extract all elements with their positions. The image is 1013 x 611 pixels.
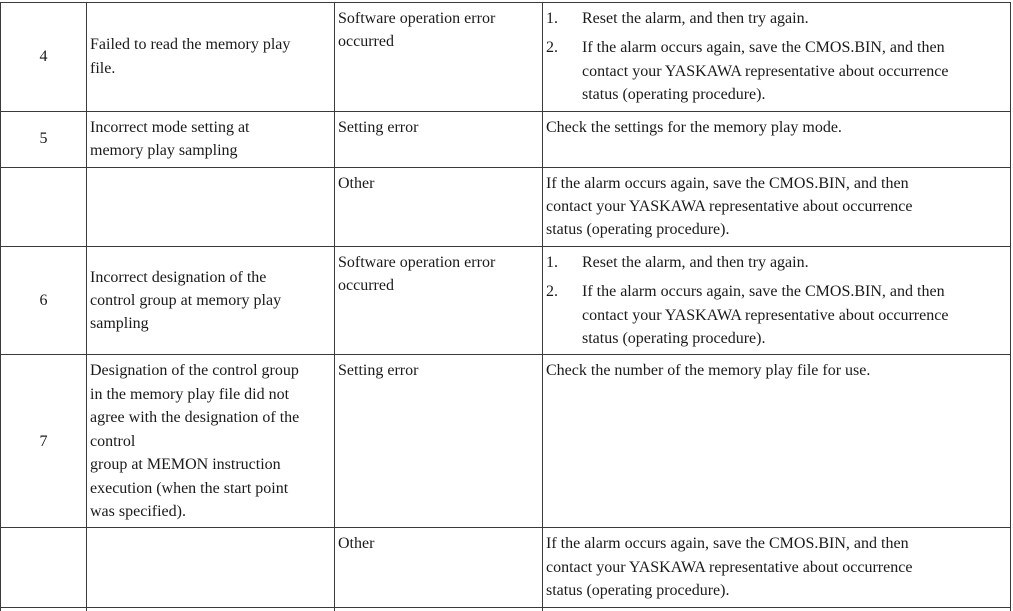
cause-line: Software operation error [338, 253, 496, 271]
step-number: 2. [546, 39, 558, 57]
remedy-line: contact your YASKAWA representative about occurrence [582, 62, 949, 80]
remedy-line: Check the settings for the memory play mode. [546, 118, 842, 136]
alarm-subcode [1, 167, 87, 246]
description-line: Failed to read the memory play [90, 36, 291, 54]
description-line: Designation of the control group [90, 362, 299, 380]
cause-line: Other [338, 535, 375, 553]
remedy-line: If the alarm occurs again, save the CMOS.BIN, and then [546, 174, 909, 192]
table-row [1, 246, 1011, 355]
description-line: sampling [90, 315, 149, 333]
description-line: group at MEMON instruction [90, 456, 281, 474]
table-row [1, 111, 1011, 167]
alarm-description [87, 528, 335, 607]
description-line: was specified). [90, 502, 186, 520]
alarm-description [87, 111, 335, 167]
cause-line: occurred [338, 277, 394, 295]
cause-line: Software operation error [338, 10, 496, 27]
step-number: 2. [546, 283, 558, 301]
remedy-line: status (operating procedure). [582, 86, 766, 104]
remedy-line: contact your YASKAWA representative about occurrence [546, 558, 913, 576]
remedy-line: If the alarm occurs again, save the CMOS.BIN, and then [582, 283, 945, 301]
description-line: in the memory play file did not [90, 385, 290, 403]
cause-line: occurred [338, 33, 394, 51]
remedy-step [546, 280, 1007, 350]
remedy-line: Check the number of the memory play file for use. [546, 362, 871, 380]
alarm-cause [335, 528, 543, 607]
remedy-line: If the alarm occurs again, save the CMOS.BIN, and then [546, 535, 909, 553]
cause-line: Other [338, 174, 375, 192]
step-number: 1. [546, 253, 558, 271]
alarm-remedy [543, 246, 1011, 355]
alarm-remedy-table [0, 2, 1011, 611]
table-cell [87, 607, 335, 611]
description-line: file. [90, 59, 116, 77]
remedy-step [546, 251, 1007, 274]
alarm-remedy [543, 528, 1011, 607]
alarm-cause [335, 246, 543, 355]
cause-line: Setting error [338, 118, 419, 136]
remedy-line: status (operating procedure). [546, 582, 730, 600]
table-row [1, 528, 1011, 607]
alarm-cause [335, 167, 543, 246]
alarm-cause [335, 111, 543, 167]
table-row [1, 355, 1011, 528]
alarm-remedy [543, 3, 1011, 112]
description-line: execution (when the start point [90, 479, 289, 497]
remedy-line: Reset the alarm, and then try again. [582, 253, 809, 271]
table-cell [335, 607, 543, 611]
alarm-description [87, 355, 335, 528]
remedy-line: status (operating procedure). [582, 330, 766, 348]
description-line: control [90, 432, 136, 450]
remedy-line: If the alarm occurs again, save the CMOS.BIN, and then [582, 39, 945, 57]
table-row [1, 3, 1011, 112]
alarm-remedy [543, 167, 1011, 246]
step-number: 1. [546, 10, 558, 27]
remedy-line: contact your YASKAWA representative about occurrence [582, 306, 949, 324]
table-cell [543, 607, 1011, 611]
alarm-subcode: 4 [1, 3, 87, 112]
alarm-description [87, 246, 335, 355]
remedy-line: status (operating procedure). [546, 221, 730, 239]
alarm-remedy [543, 111, 1011, 167]
table-row [1, 167, 1011, 246]
alarm-subcode: 7 [1, 355, 87, 528]
table-cell [1, 607, 87, 611]
alarm-cause [335, 355, 543, 528]
description-line: Incorrect designation of the [90, 268, 267, 286]
remedy-line: contact your YASKAWA representative about occurrence [546, 198, 913, 216]
alarm-description [87, 3, 335, 112]
table-row [1, 607, 1011, 611]
remedy-step [546, 36, 1007, 106]
alarm-subcode: 5 [1, 111, 87, 167]
alarm-remedy [543, 355, 1011, 528]
alarm-subcode: 6 [1, 246, 87, 355]
description-line: memory play sampling [90, 142, 238, 160]
description-line: agree with the designation of the [90, 409, 300, 427]
description-line: control group at memory play [90, 291, 282, 309]
alarm-description [87, 167, 335, 246]
alarm-cause [335, 3, 543, 112]
remedy-step [546, 7, 1007, 30]
cause-line: Setting error [338, 362, 419, 380]
remedy-line: Reset the alarm, and then try again. [582, 10, 809, 27]
alarm-subcode [1, 528, 87, 607]
description-line: Incorrect mode setting at [90, 118, 250, 136]
